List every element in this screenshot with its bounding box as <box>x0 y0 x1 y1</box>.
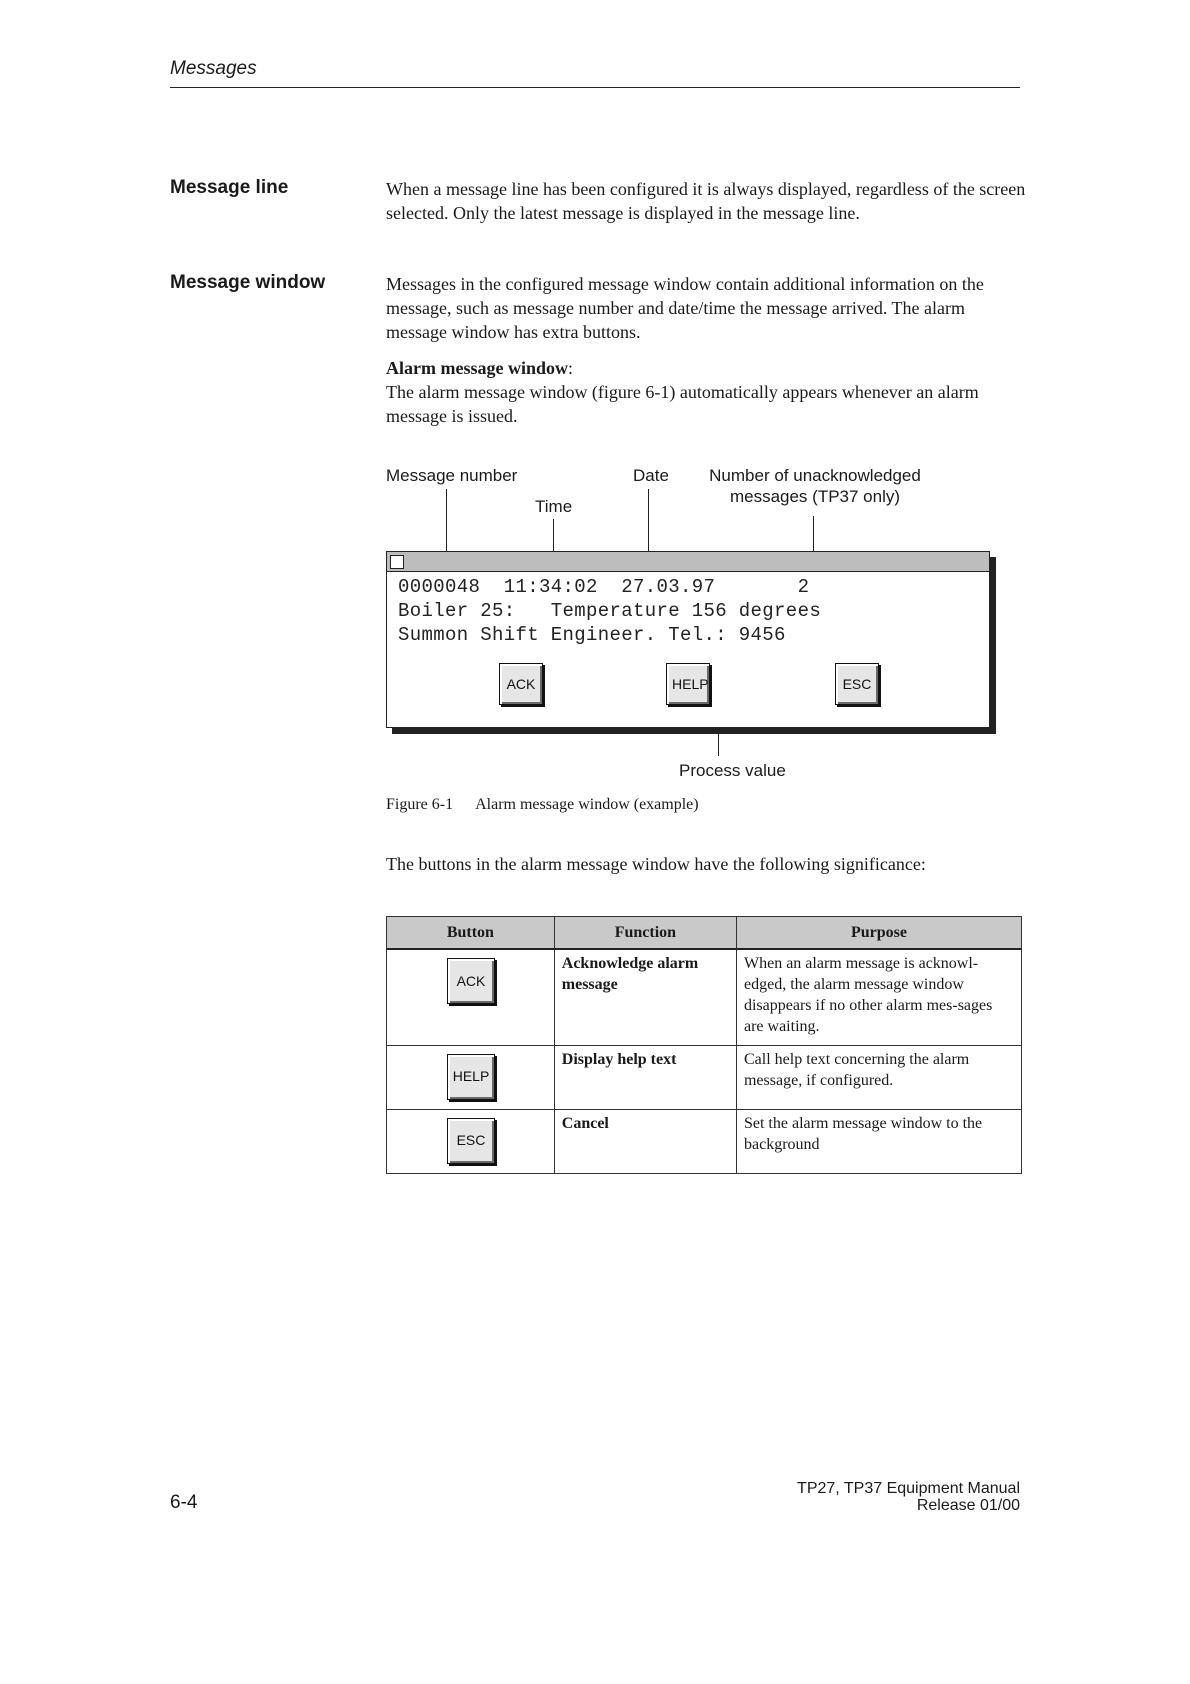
header-rule <box>170 87 1020 88</box>
footer-manual-title: TP27, TP37 Equipment Manual <box>797 1480 1020 1497</box>
heading-message-window: Message window <box>170 272 326 293</box>
alarm-window-text: The alarm message window (figure 6-1) automatically appears whenever an alarm message is issued. <box>386 382 979 426</box>
callout-unack-line2: messages (TP37 only) <box>729 487 901 506</box>
figure-caption-number: Figure 6-1 <box>386 796 454 813</box>
footer-release: Release 01/00 <box>916 1497 1020 1514</box>
callout-message-number: Message number <box>386 466 518 485</box>
table-cell-function <box>554 1045 736 1109</box>
function-acknowledge: Acknowledge alarm message <box>561 955 699 993</box>
function-help: Display help text <box>561 1050 677 1068</box>
message-line-text: When a message line has been configured it is always displayed, regardless of the screen selected. Only the latest message is displayed in the message line. <box>386 179 1026 223</box>
footer-manual-info <box>797 1480 1020 1514</box>
running-header: Messages <box>170 58 257 79</box>
page-number: 6-4 <box>170 1492 198 1513</box>
help-button[interactable]: HELP <box>666 663 710 705</box>
callout-time: Time <box>535 497 573 516</box>
figure-caption-text: Alarm message window (example) <box>475 796 699 813</box>
callout-unack-line1: Number of unacknowledged <box>709 466 921 485</box>
callout-date: Date <box>633 466 669 485</box>
window-line-message: Boiler 25: Temperature 156 degrees <box>398 600 822 622</box>
figure-caption <box>386 796 699 814</box>
table-cell-button <box>387 1045 555 1109</box>
table-header-button: Button <box>387 917 555 950</box>
alarm-window-heading-colon: : <box>568 358 574 378</box>
table-cell-purpose: Set the alarm message window to the background <box>736 1109 1021 1173</box>
table-cell-button <box>387 949 555 1045</box>
window-menu-box-icon[interactable] <box>390 555 404 569</box>
window-title-bar <box>387 552 989 572</box>
callout-process-value: Process value <box>679 761 786 780</box>
table-ack-button[interactable]: ACK <box>447 958 495 1004</box>
table-row <box>387 949 1022 1045</box>
esc-button[interactable]: ESC <box>835 663 879 705</box>
alarm-window-heading: Alarm message window <box>386 358 568 378</box>
button-significance-table <box>386 916 1022 1174</box>
window-line-header: 0000048 11:34:02 27.03.97 2 <box>398 576 810 598</box>
table-cell-function <box>554 1109 736 1173</box>
function-cancel: Cancel <box>561 1114 609 1132</box>
table-cell-purpose: When an alarm message is acknowl-edged, the alarm message window disappears if no other alarm mes-sages are waiting. <box>736 949 1021 1045</box>
alarm-window-subsection <box>386 356 1026 428</box>
ack-button[interactable]: ACK <box>499 663 543 705</box>
message-window-text: Messages in the configured message window contain additional information on the message, such as message number and date/time the message arrived. The alarm message window has extra buttons. <box>386 274 984 342</box>
table-row <box>387 1045 1022 1109</box>
table-help-button[interactable]: HELP <box>447 1054 495 1100</box>
table-cell-function <box>554 949 736 1045</box>
alarm-message-window <box>386 551 990 728</box>
window-line-instruction: Summon Shift Engineer. Tel.: 9456 <box>398 624 786 646</box>
table-cell-button <box>387 1109 555 1173</box>
table-header-row <box>387 917 1022 950</box>
table-esc-button[interactable]: ESC <box>447 1118 495 1164</box>
table-intro: The buttons in the alarm message window have the following significance: <box>386 854 926 874</box>
table-cell-purpose: Call help text concerning the alarm message, if configured. <box>736 1045 1021 1109</box>
table-row <box>387 1109 1022 1173</box>
heading-message-line: Message line <box>170 177 289 198</box>
table-header-function: Function <box>554 917 736 950</box>
callout-unacknowledged-count <box>690 465 940 507</box>
table-header-purpose: Purpose <box>736 917 1021 950</box>
